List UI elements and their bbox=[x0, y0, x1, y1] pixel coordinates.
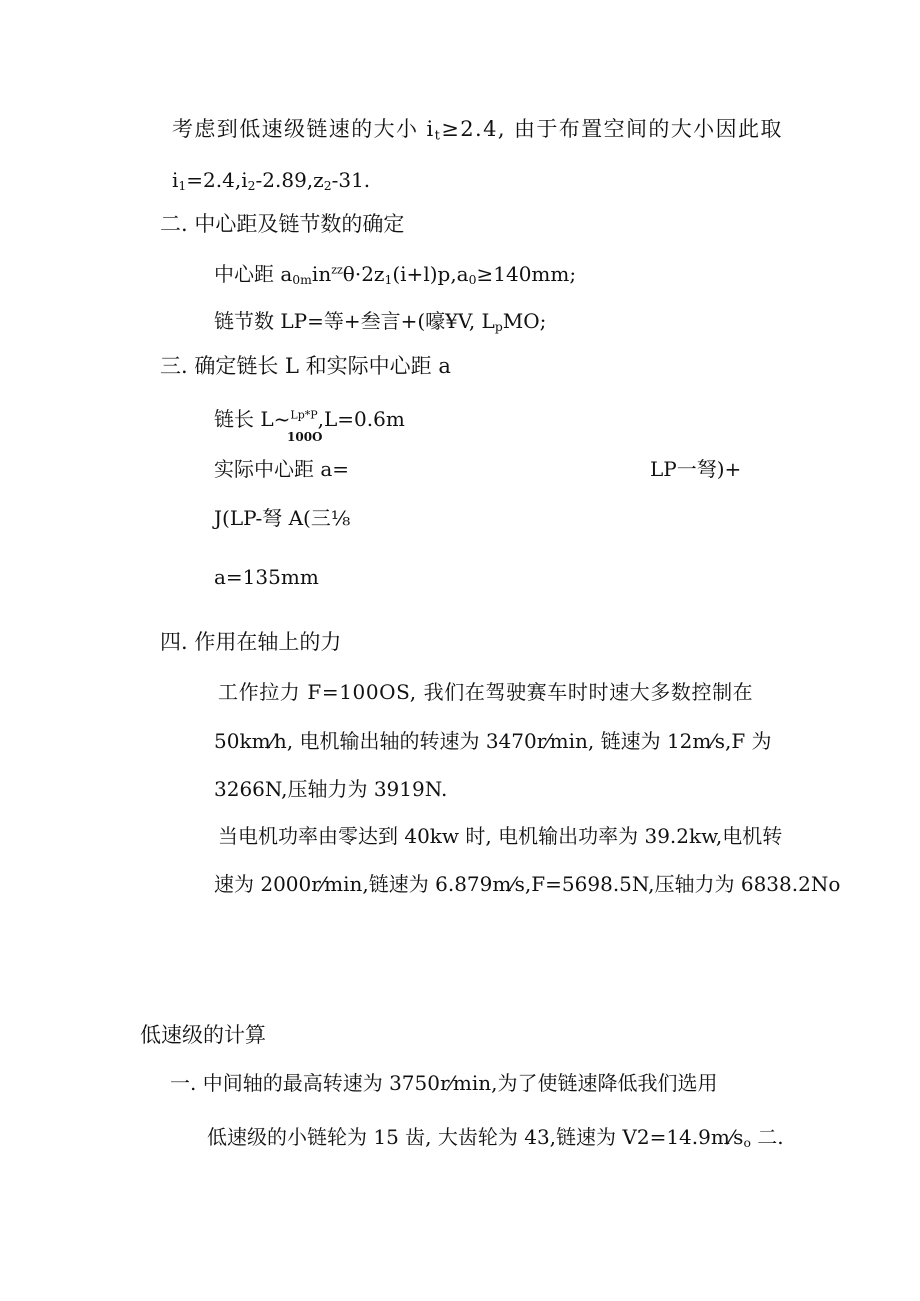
section-2-heading: 二. 中心距及链节数的确定 bbox=[160, 212, 405, 236]
intro-line-2: $i_1=2.4,i_2-2.89,z_2-31$. bbox=[172, 168, 371, 194]
low-speed-item-1: 一. 中间轴的最高转速为 3750r⁄min,为了使链速降低我们选用 bbox=[170, 1071, 718, 1095]
intro-line-1: 考虑到低速级链速的大小 $i_t\ge 2.4$, 由于布置空间的大小因此取 bbox=[172, 117, 783, 144]
section-3-heading: 三. 确定链长 L 和实际中心距 a bbox=[160, 354, 451, 378]
actual-center-formula: J(LP-弩 A(三⅛ bbox=[214, 506, 351, 530]
low-speed-item-1-continued: 低速级的小链轮为 15 齿, 大齿轮为 43,链速为 $V2=14.9m⁄s_o$ 二. bbox=[207, 1125, 784, 1151]
chain-length-denominator: 100O bbox=[287, 430, 323, 444]
actual-center-distance-label: 实际中心距 a= bbox=[214, 457, 350, 481]
force-para-2-line-2: 速为 2000r⁄min,链速为 6.879m⁄s,F=5698.5N,压轴力为 6838.2No bbox=[214, 872, 841, 896]
low-speed-heading: 低速级的计算 bbox=[140, 1023, 266, 1047]
actual-center-result: a=135mm bbox=[214, 565, 319, 589]
force-para-2-line-1: 当电机功率由零达到 40kw 时, 电机输出功率为 39.2kw,电机转 bbox=[218, 824, 783, 848]
section-4-heading: 四. 作用在轴上的力 bbox=[160, 630, 342, 654]
chain-links-formula: 链节数 LP=等+叁言+(嚎¥V, $L_pMO$; bbox=[214, 309, 547, 335]
center-distance-formula: 中心距 $a_{0m}in^{zz}\theta\cdot 2z_1(i+l)p,a_0\ge 140mm$; bbox=[214, 262, 577, 288]
force-para-1-line-3: 3266N,压轴力为 3919N. bbox=[214, 777, 448, 801]
actual-center-distance-right: LP一弩)+ bbox=[650, 457, 742, 481]
force-para-1-line-1: 工作拉力 F=100OS, 我们在驾驶赛车时时速大多数控制在 bbox=[218, 680, 754, 704]
chain-length-formula: 链长 L~$^{Lp*P}$,L=0.6m bbox=[214, 407, 405, 431]
force-para-1-line-2: 50km⁄h, 电机输出轴的转速为 3470r⁄min, 链速为 12m⁄s,F 为 bbox=[214, 729, 772, 753]
